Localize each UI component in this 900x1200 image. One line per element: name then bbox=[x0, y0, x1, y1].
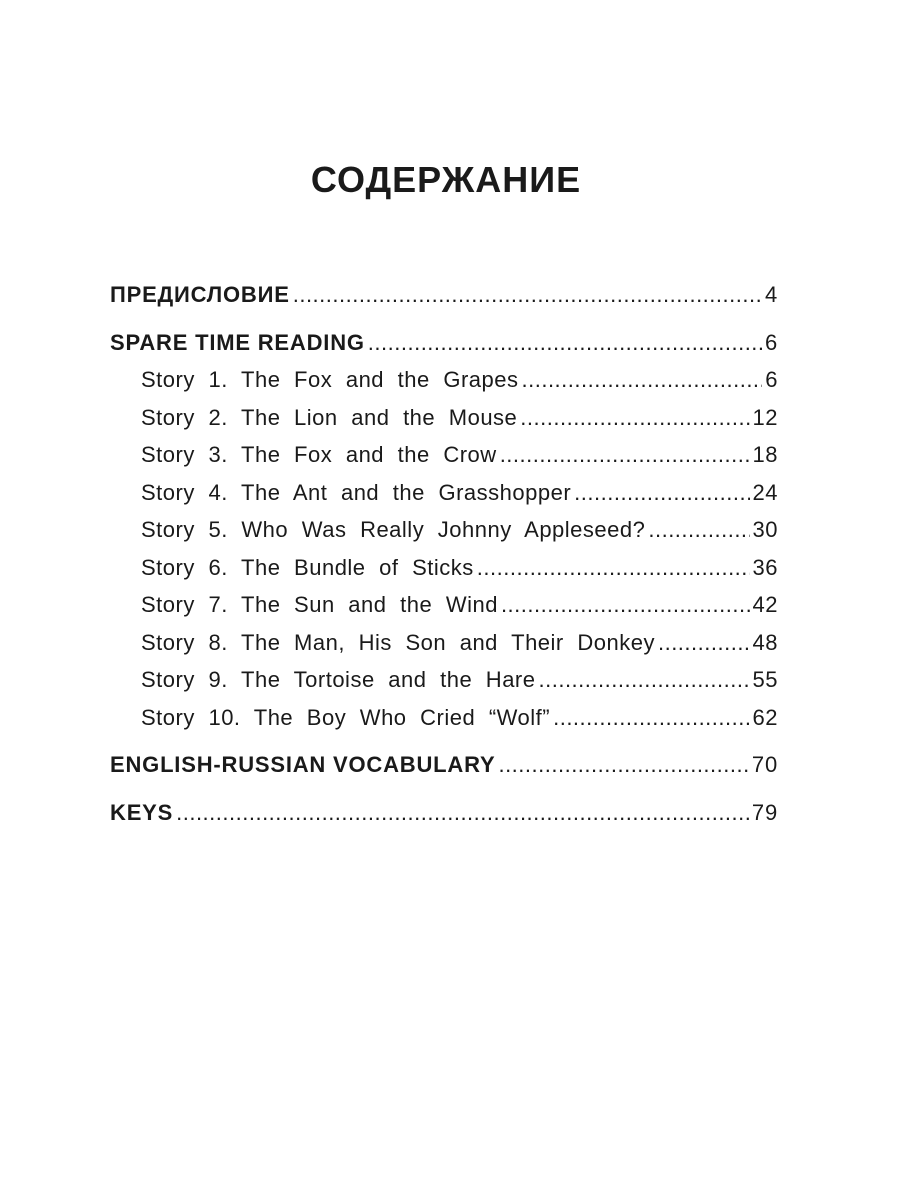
toc-entry-page: 4 bbox=[764, 282, 778, 307]
toc-entry-title: Story 5. Who Was Really Johnny Appleseed? bbox=[141, 517, 646, 542]
dot-leader bbox=[368, 324, 762, 362]
toc-entry-title: ENGLISH-RUSSIAN VOCABULARY bbox=[110, 752, 496, 777]
dot-leader bbox=[176, 794, 749, 832]
dot-leader bbox=[539, 661, 750, 699]
toc-entry-title: KEYS bbox=[110, 799, 174, 825]
dot-leader bbox=[520, 399, 749, 437]
toc-entry-story-8 bbox=[110, 624, 778, 662]
toc-entry-story-10 bbox=[110, 699, 778, 737]
dot-leader bbox=[648, 511, 749, 549]
toc-entry-page: 18 bbox=[752, 442, 778, 467]
toc-entry-story-3 bbox=[110, 436, 778, 474]
dot-leader bbox=[293, 276, 762, 314]
toc-entry-page: 42 bbox=[752, 592, 778, 617]
toc-entry-story-5 bbox=[110, 511, 778, 549]
toc-entry-page: 48 bbox=[752, 629, 778, 655]
toc-entry-title: Story 8. The Man, His Son and Their Donkey bbox=[141, 629, 655, 655]
dot-leader bbox=[522, 361, 763, 399]
toc-entry-page: 6 bbox=[764, 329, 778, 355]
toc-entry-keys bbox=[110, 794, 778, 832]
dot-leader bbox=[501, 586, 750, 624]
toc-entry-title: Story 10. The Boy Who Cried “Wolf” bbox=[141, 704, 551, 730]
toc-entry-title: Story 4. The Ant and the Grasshopper bbox=[141, 479, 572, 505]
dot-leader bbox=[500, 436, 750, 474]
toc-entry-title: Story 9. The Tortoise and the Hare bbox=[141, 667, 536, 692]
table-of-contents bbox=[110, 276, 778, 831]
toc-entry-story-7 bbox=[110, 586, 778, 624]
toc-entry-title: ПРЕДИСЛОВИЕ bbox=[110, 282, 290, 307]
toc-entry-vocabulary bbox=[110, 746, 778, 784]
toc-entry-title: SPARE TIME READING bbox=[110, 329, 365, 355]
toc-entry-story-6 bbox=[110, 549, 778, 587]
toc-entry-spare-time-reading bbox=[110, 324, 778, 362]
toc-entry-title: Story 7. The Sun and the Wind bbox=[141, 592, 498, 617]
toc-entry-title: Story 1. The Fox and the Grapes bbox=[141, 367, 519, 392]
toc-entry-title: Story 2. The Lion and the Mouse bbox=[141, 404, 518, 430]
toc-entry-page: 12 bbox=[752, 404, 778, 430]
toc-entry-story-1 bbox=[110, 361, 778, 399]
toc-entry-title: Story 6. The Bundle of Sticks bbox=[141, 554, 474, 580]
toc-entry-page: 6 bbox=[765, 367, 778, 392]
toc-entry-story-2 bbox=[110, 399, 778, 437]
dot-leader bbox=[498, 746, 748, 784]
dot-leader bbox=[574, 474, 749, 512]
toc-entry-page: 55 bbox=[752, 667, 778, 692]
toc-entry-story-9 bbox=[110, 661, 778, 699]
dot-leader bbox=[553, 699, 749, 737]
toc-entry-page: 62 bbox=[752, 704, 778, 730]
toc-entry-page: 30 bbox=[752, 517, 778, 542]
dot-leader bbox=[477, 549, 750, 587]
dot-leader bbox=[658, 624, 750, 662]
toc-entry-page: 70 bbox=[751, 752, 778, 777]
toc-entry-page: 79 bbox=[751, 799, 778, 825]
toc-entry-title: Story 3. The Fox and the Crow bbox=[141, 442, 497, 467]
toc-entry-page: 36 bbox=[752, 554, 778, 580]
page-title: СОДЕРЖАНИЕ bbox=[310, 159, 582, 200]
toc-entry-story-4 bbox=[110, 474, 778, 512]
toc-entry-page: 24 bbox=[752, 479, 778, 505]
toc-entry-preface bbox=[110, 276, 778, 314]
